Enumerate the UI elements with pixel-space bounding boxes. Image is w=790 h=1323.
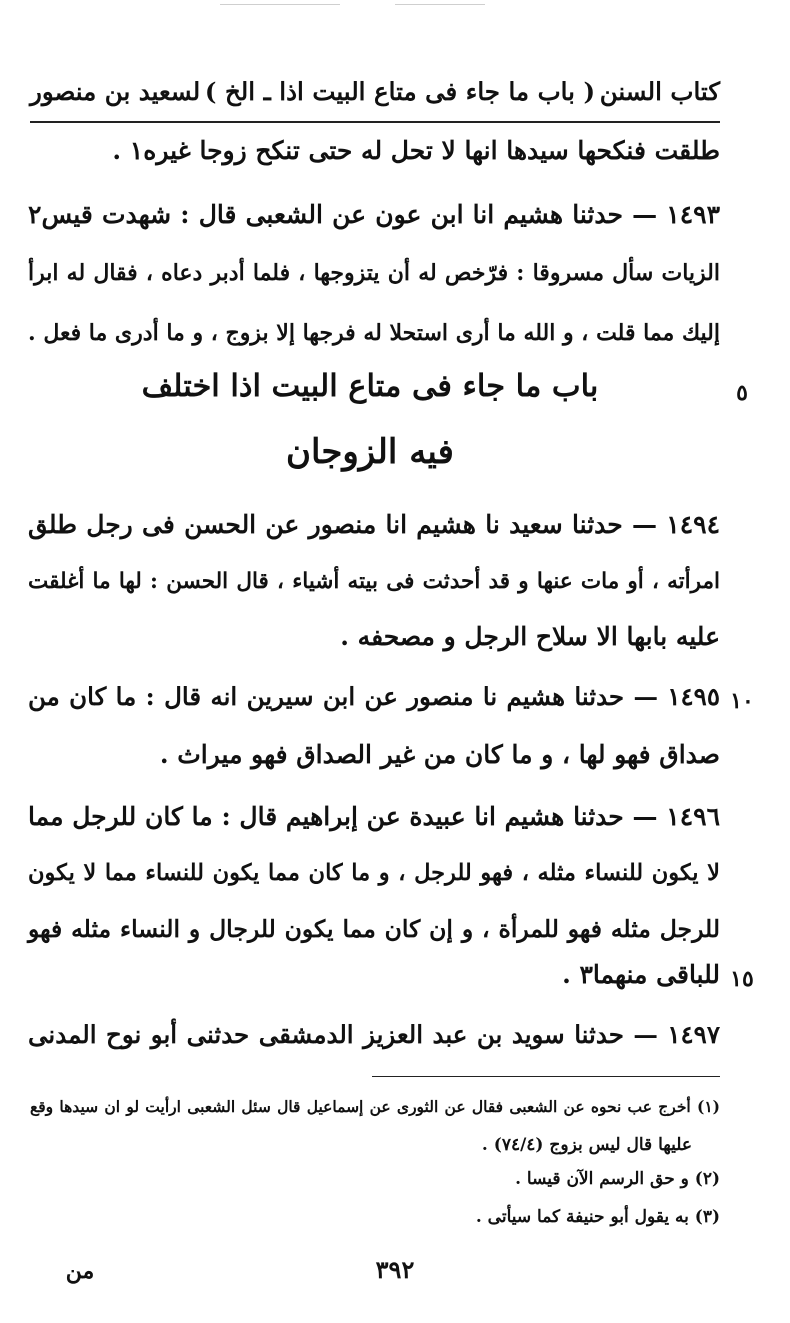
header-rule	[30, 121, 720, 123]
margin-line-number: ١٠	[730, 688, 754, 714]
header-author: لسعيد بن منصور	[30, 76, 201, 106]
footnote-continuation: عليها قال ليس بزوج (٧٤/٤) .	[481, 1135, 692, 1155]
margin-line-number: ٥	[736, 380, 748, 406]
text-line: ١٤٩٤ — حدثنا سعيد نا هشيم انا منصور عن الحسن فى رجل طلق	[28, 510, 720, 539]
text-line: ١٤٩٦ — حدثنا هشيم انا عبيدة عن إبراهيم قال : ما كان للرجل مما	[28, 802, 720, 831]
top-faint-rule	[220, 4, 340, 5]
text-line: الزيات سأل مسروقا : فرّخص له أن يتزوجها ، فلما أدبر دعاه ، فقال له ابرأ	[28, 260, 720, 286]
text-line: صداق فهو لها ، و ما كان من غير الصداق فهو ميراث .	[159, 740, 720, 769]
text-line: ١٤٩٣ — حدثنا هشيم انا ابن عون عن الشعبى قال : شهدت قيس٢	[28, 200, 720, 229]
header-book-title: كتاب السنن	[599, 76, 720, 106]
text-line: للرجل مثله فهو للمرأة ، و إن كان مما يكون للرجال و النساء مثله فهو	[28, 915, 720, 943]
text-line: إليك مما قلت ، و الله ما أرى استحلا له فرجها إلا بزوج ، و ما أدرى ما فعل .	[28, 320, 720, 346]
header-chapter-ref: ( باب ما جاء فى متاع البيت اذا ـ الخ )	[204, 76, 596, 106]
footnote: (٢) و حق الرسم الآن قيسا .	[515, 1169, 720, 1189]
text-line: ١٤٩٧ — حدثنا سويد بن عبد العزيز الدمشقى حدثنى أبو نوح المدنى	[28, 1020, 720, 1049]
running-header	[30, 68, 720, 114]
chapter-title-line2: فيه الزوجان	[286, 432, 454, 472]
text-line: طلقت فنكحها سيدها انها لا تحل له حتى تنكح زوجا غيره١ .	[112, 136, 720, 165]
footnote: (١) أخرج عب نحوه عن الشعبى فقال عن الثورى عن إسماعيل قال سئل الشعبى ارأيت لو ان سيدها وقع	[30, 1097, 720, 1116]
catchword: من	[65, 1258, 95, 1284]
text-line: امرأته ، أو مات عنها و قد أحدثت فى بيته أشياء ، قال الحسن : لها ما أغلقت	[28, 569, 720, 594]
text-line: للباقى منهما٣ .	[562, 960, 720, 989]
text-line: لا يكون للنساء مثله ، فهو للرجل ، و ما كان مما يكون للنساء مما لا يكون	[28, 860, 720, 886]
chapter-title-line1: باب ما جاء فى متاع البيت اذا اختلف	[141, 368, 599, 404]
margin-line-number: ١٥	[730, 966, 754, 992]
text-line: عليه بابها الا سلاح الرجل و مصحفه .	[340, 622, 720, 651]
footnote-rule	[372, 1076, 720, 1077]
footnote: (٣) به يقول أبو حنيفة كما سيأتى .	[475, 1207, 720, 1227]
text-line: ١٤٩٥ — حدثنا هشيم نا منصور عن ابن سيرين انه قال : ما كان من	[28, 682, 720, 711]
top-faint-rule-2	[395, 4, 485, 5]
page-number: ٣٩٢	[375, 1255, 415, 1284]
